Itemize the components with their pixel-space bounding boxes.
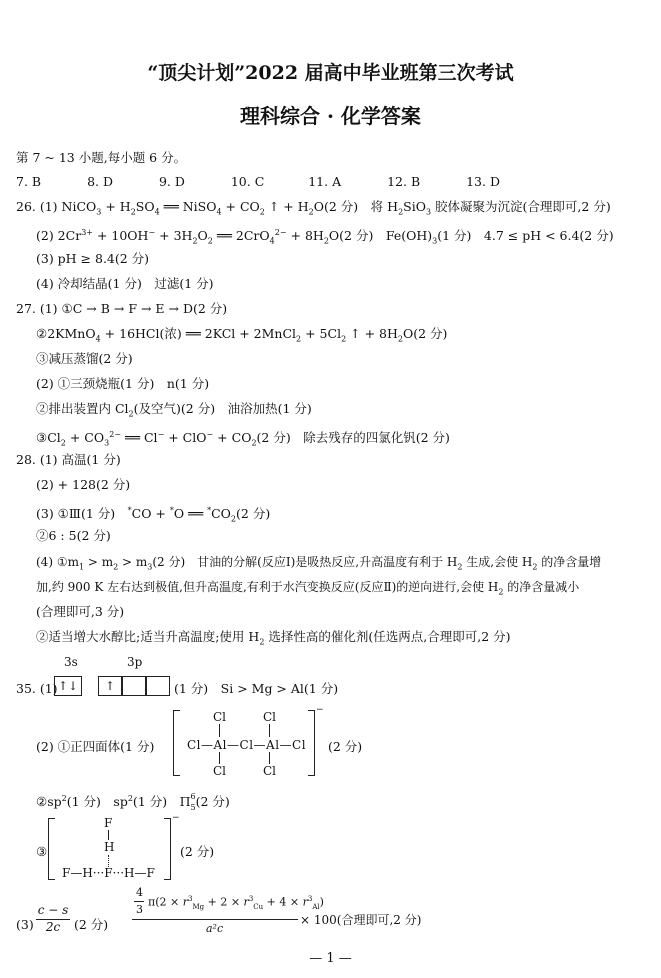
- al2cl6-cl-top-1: Cl: [213, 710, 227, 724]
- al2cl6-charge: −: [316, 705, 324, 715]
- hf-charge: −: [172, 813, 180, 823]
- al2cl6-bond-4: [269, 752, 270, 764]
- al2cl6-left-bracket: [173, 710, 180, 776]
- orbital-label-3s: 3s: [64, 655, 78, 669]
- choice-13: 13. D: [466, 174, 500, 189]
- page-title: “顶尖计划”2022 届高中毕业班第三次考试: [147, 62, 514, 84]
- hf-f-top: F: [104, 816, 113, 830]
- hf-row: F—H···F···H—F: [62, 866, 155, 880]
- q28-line5: (4) $①m_1 > m_2 > m_3(2$ 分) 甘油的分解(反应Ⅰ)是吸热反应,升高温度有利于 $H_2$ 生成,会使 $H_2$ 的净含量增: [36, 555, 602, 572]
- al2cl6-bond-1: [219, 724, 220, 737]
- fraction-1-numerator: c − s: [37, 903, 69, 917]
- q35-line3: $②sp^2(1$ 分) $sp^2(1$ 分) Π $_{6 5}$(2 分): [36, 791, 230, 812]
- fraction-2-bar: [132, 919, 298, 920]
- q28-line4: ②6 : 5(2 分): [36, 528, 111, 543]
- al2cl6-bond-3: [219, 752, 220, 764]
- page-number: — 1 —: [309, 951, 352, 966]
- page-subtitle: 理科综合 · 化学答案: [240, 104, 421, 128]
- hf-right-bracket: [164, 818, 171, 880]
- fraction-2-four: 4: [136, 886, 143, 899]
- q35-hf-tail: (2 分): [180, 844, 215, 859]
- intro-line: 第 7 ~ 13 小题,每小题 6 分。: [16, 150, 187, 165]
- fraction-2: [130, 884, 324, 944]
- fraction-2-tail: × 100(合理即可,2 分): [300, 913, 422, 927]
- q28-line1: 28. (1) 高温(1 分): [16, 452, 121, 467]
- q28-line7: (合理即可,3 分): [36, 604, 125, 619]
- q27-line6: $③Cl_2 + CO_3^{2-}$ ══ $Cl^- + ClO^- + CO_2(2$ 分) 除去残存的四氯化钒(2 分): [36, 430, 450, 448]
- q27-line1: 27. (1) ①C → B → F → E → D(2 分): [16, 301, 228, 316]
- choice-7: 7. B: [16, 174, 42, 189]
- al2cl6-row: Cl—Al—Cl—Al—Cl: [187, 738, 307, 752]
- q28-line8: ②适当增大水醇比;适当升高温度;使用 $H_2$ 选择性高的催化剂(任选两点,合理即可,2 分): [36, 629, 511, 647]
- q28-line6: 加,约 900 K 左右达到极值,但升高温度,有利于水汽变换反应(反应Ⅱ)的逆向进行,会使 $H_2$ 的净含量减小: [36, 580, 580, 597]
- fraction-2-three: 3: [136, 903, 143, 916]
- al2cl6-cl-bot-2: Cl: [263, 764, 277, 778]
- q27-line3: ③减压蒸馏(2 分): [36, 351, 133, 366]
- fraction-2-denominator: a²c: [206, 922, 224, 935]
- q28-line3: (3) ①Ⅲ(1 分) *CO + *O ══ $^*CO_2(2$ 分): [36, 506, 271, 524]
- choice-11: 11. A: [308, 174, 342, 189]
- q26-line3: (3) pH ≥ 8.4(2 分): [36, 251, 150, 266]
- orbital-label-3p: 3p: [127, 655, 143, 669]
- q35-lead: 35. (1): [16, 681, 58, 696]
- q27-line4: (2) ①三颈烧瓶(1 分) n(1 分): [36, 376, 210, 391]
- q27-line5: ②排出装置内 $Cl_2$(及空气)(2 分) 油浴加热(1 分): [36, 401, 312, 419]
- fraction-1-bar: [36, 919, 70, 920]
- q26-line2: (2) $2Cr^{3+} + 10OH^- + 3H_2O_2$ ══ $2CrO_4^{2-} + 8H_2O(2$ 分) $Fe(OH)_3(1$ 分) 4.7 ≤ pH < 6.4(2 分): [36, 228, 614, 246]
- fraction-2-numerator: $\pi(2 \times r^3_{Mg} + 2 \times r^3_{Cu} + 4 \times r^3_{Al})$: [148, 895, 324, 911]
- fraction-1: [34, 903, 72, 934]
- fraction-1-tail: (2 分): [74, 917, 109, 932]
- hf-left-bracket: [48, 818, 55, 880]
- choice-8: 8. D: [87, 174, 113, 189]
- q35-line4-lead: (3): [16, 917, 34, 932]
- al2cl6-cl-bot-1: Cl: [213, 764, 227, 778]
- orbital-3s-box: ↑↓: [54, 676, 82, 696]
- fraction-2-small-bar: [134, 901, 144, 902]
- choice-9: 9. D: [158, 174, 185, 189]
- hf-h-mid: H: [104, 840, 115, 854]
- choice-10: 10. C: [230, 174, 265, 189]
- hf-bond-top: [108, 830, 109, 840]
- orbital-3p-box-2: [122, 676, 146, 696]
- orbital-3p-box-1: ↑: [98, 676, 122, 696]
- q35-line2-tail: (2 分): [328, 739, 363, 754]
- orbital-3p-box-3: [146, 676, 170, 696]
- choice-answers: [16, 174, 500, 190]
- q26-line1: 26. (1) NiCO$_3$ + $H_2SO_4$ ══ NiSO$_4$ + $CO_2$ ↑ + $H_2O(2$ 分) 将 $H_2SiO_3$ 胶体凝聚为沉淀(合理即可,2 分): [16, 199, 611, 217]
- q35-hf-lead: ③: [36, 844, 48, 859]
- al2cl6-bond-2: [269, 724, 270, 737]
- q27-line2: ②2KMnO$_4$ + 16HCl(浓) ══ 2KCl + 2MnCl$_2$ + $5Cl_2$ ↑ + $8H_2O(2$ 分): [36, 326, 448, 344]
- fraction-1-denominator: 2c: [45, 920, 61, 934]
- al2cl6-cl-top-2: Cl: [263, 710, 277, 724]
- q35-line2-lead: (2) ①正四面体(1 分): [36, 739, 155, 754]
- q28-line2: (2) + 128(2 分): [36, 477, 131, 492]
- q35-line1-tail: (1 分) Si > Mg > Al(1 分): [174, 681, 339, 696]
- q26-line4: (4) 冷却结晶(1 分) 过滤(1 分): [36, 276, 214, 291]
- choice-12: 12. B: [387, 174, 421, 189]
- al2cl6-right-bracket: [308, 710, 315, 776]
